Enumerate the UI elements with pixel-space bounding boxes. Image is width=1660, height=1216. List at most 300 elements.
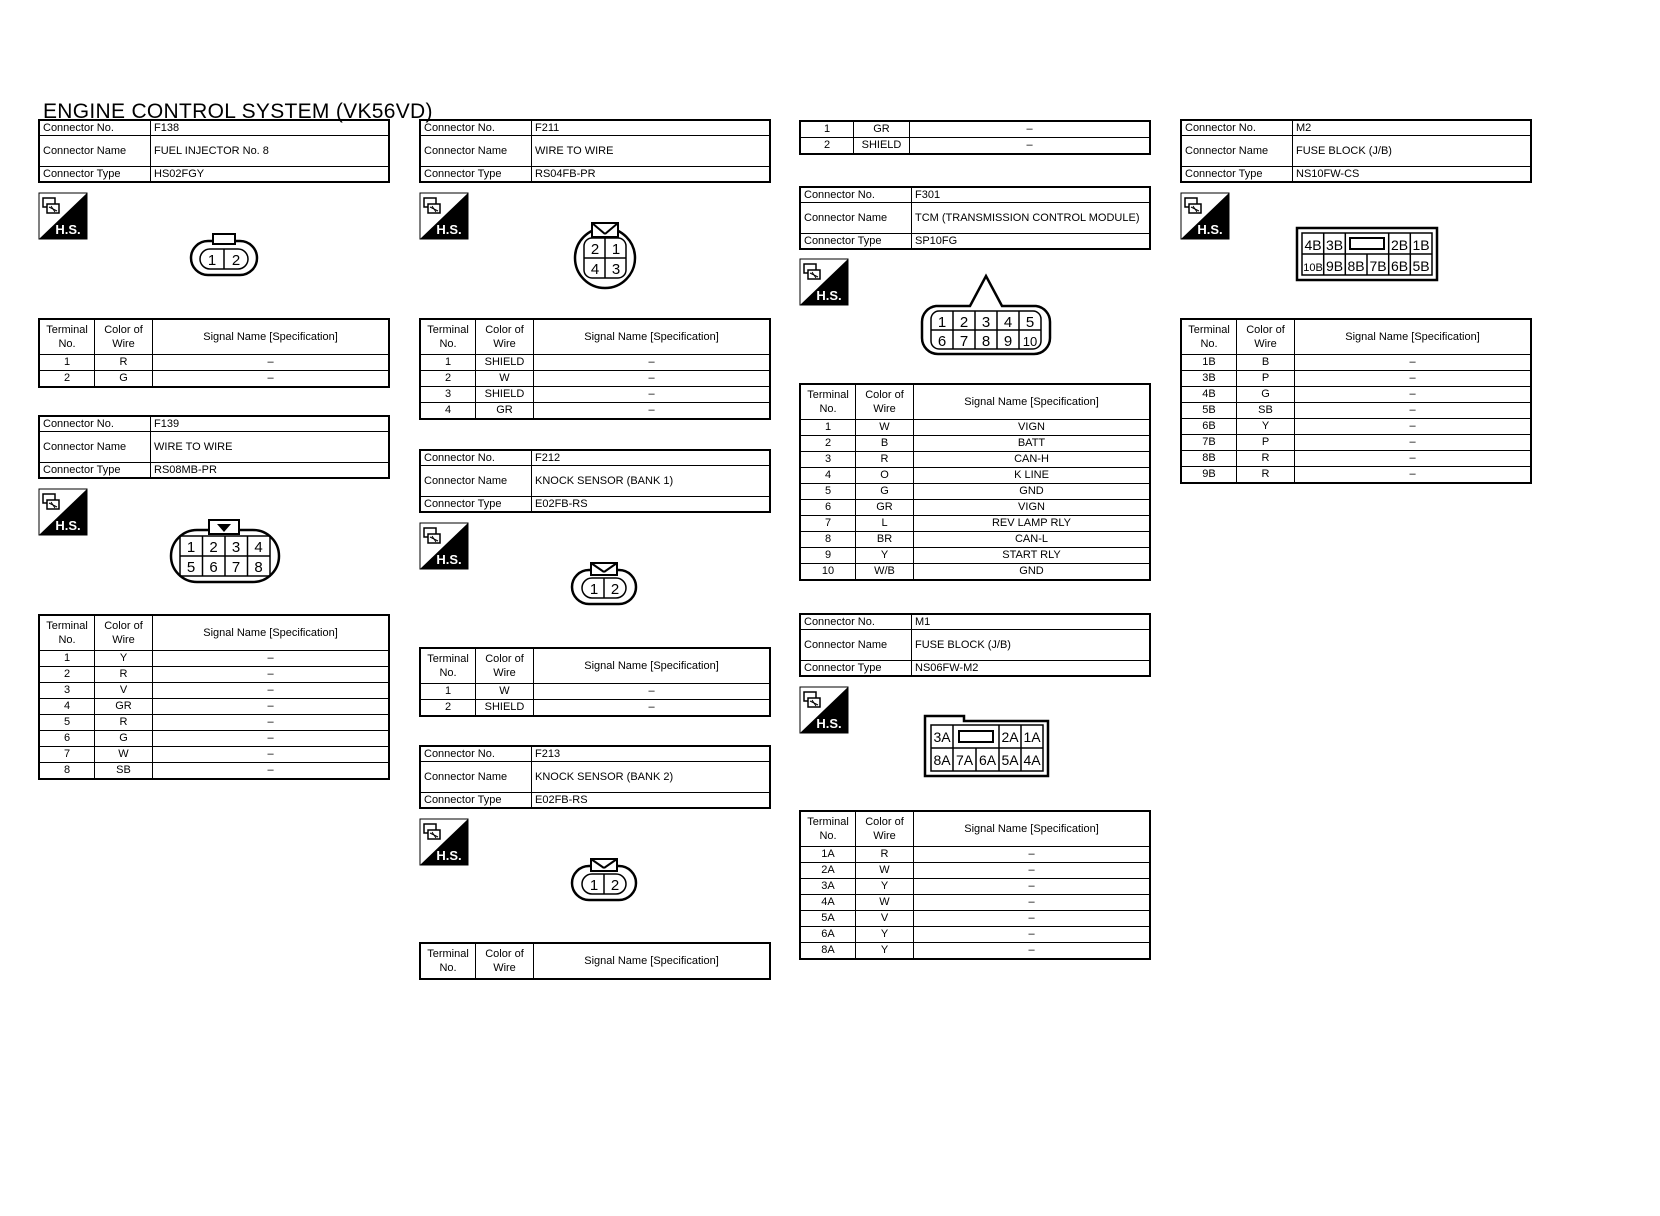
- connector-type-label: Connector Type: [1181, 167, 1293, 183]
- pin-label: 8B: [1347, 258, 1365, 274]
- color-of-wire-header: Color of Wire: [95, 615, 153, 651]
- terminal-no-cell: 5: [39, 715, 95, 731]
- color-of-wire-header: Color of Wire: [856, 811, 914, 847]
- svg-text:H.S.: H.S.: [55, 222, 81, 237]
- signal-name-cell: –: [534, 387, 771, 403]
- pin-label: 2: [959, 314, 969, 331]
- pin-label: 4: [254, 539, 263, 556]
- color-of-wire-header: Color of Wire: [1237, 319, 1295, 355]
- table-row: [420, 403, 770, 420]
- wire-color-cell: R: [1237, 467, 1295, 484]
- connector-no-value: F138: [151, 120, 390, 136]
- harness-side-icon: [419, 818, 469, 866]
- table-row: [800, 516, 1150, 532]
- terminal-no-cell: 10: [800, 564, 856, 581]
- pin-label: 2: [590, 241, 600, 258]
- signal-name-cell: –: [1295, 403, 1532, 419]
- signal-name-cell: –: [534, 684, 771, 700]
- terminal-no-cell: 2: [800, 138, 854, 155]
- terminal-no-cell: 1: [800, 121, 854, 138]
- pin-label: 6: [209, 559, 218, 576]
- harness-side-icon: [38, 192, 88, 240]
- terminal-no-cell: 1: [420, 355, 476, 371]
- wire-color-cell: R: [95, 667, 153, 683]
- signal-name-cell: REV LAMP RLY: [914, 516, 1151, 532]
- terminal-no-cell: 5A: [800, 911, 856, 927]
- signal-name-cell: –: [153, 651, 390, 667]
- connector-no-label: Connector No.: [800, 614, 912, 630]
- connector-no-value: F213: [532, 746, 771, 762]
- signal-name-cell: –: [914, 863, 1151, 879]
- terminal-no-cell: 6: [800, 500, 856, 516]
- table-row: [1181, 403, 1531, 419]
- terminal-no-header: Terminal No.: [39, 319, 95, 355]
- signal-name-cell: –: [914, 847, 1151, 863]
- wire-color-cell: SHIELD: [476, 700, 534, 717]
- wire-color-cell: W: [856, 863, 914, 879]
- wire-color-cell: V: [856, 911, 914, 927]
- signal-name-header: Signal Name [Specification]: [534, 319, 771, 355]
- connector-type-label: Connector Type: [39, 463, 151, 479]
- wire-color-cell: GR: [854, 121, 910, 138]
- signal-name-cell: BATT: [914, 436, 1151, 452]
- connector-face-f213: [569, 856, 639, 904]
- table-row: [420, 355, 770, 371]
- connector-face-m2: [1295, 226, 1439, 282]
- terminal-table-m1: [799, 810, 1151, 960]
- wire-color-cell: V: [95, 683, 153, 699]
- table-row: [800, 564, 1150, 581]
- terminal-no-cell: 6: [39, 731, 95, 747]
- table-row: [800, 863, 1150, 879]
- wire-color-cell: R: [1237, 451, 1295, 467]
- connector-no-label: Connector No.: [420, 120, 532, 136]
- terminal-no-cell: 2: [420, 371, 476, 387]
- wire-color-cell: GR: [856, 500, 914, 516]
- signal-name-header: Signal Name [Specification]: [153, 319, 390, 355]
- signal-name-cell: –: [534, 371, 771, 387]
- terminal-no-cell: 4: [420, 403, 476, 420]
- terminal-no-header: Terminal No.: [800, 384, 856, 420]
- terminal-no-cell: 8: [39, 763, 95, 780]
- wire-color-cell: G: [95, 371, 153, 388]
- svg-text:H.S.: H.S.: [1197, 222, 1223, 237]
- connector-name-value: WIRE TO WIRE: [532, 136, 771, 167]
- pin-label: 1A: [1023, 729, 1041, 745]
- terminal-no-header: Terminal No.: [1181, 319, 1237, 355]
- table-row: [39, 699, 389, 715]
- connector-name-label: Connector Name: [39, 136, 151, 167]
- terminal-no-header: Terminal No.: [800, 811, 856, 847]
- terminal-no-cell: 7: [800, 516, 856, 532]
- wire-color-cell: Y: [95, 651, 153, 667]
- table-row: [800, 484, 1150, 500]
- connector-no-value: M2: [1293, 120, 1532, 136]
- terminal-no-cell: 8A: [800, 943, 856, 960]
- connector-info-m1: [799, 613, 1151, 677]
- connector-info-m2: [1180, 119, 1532, 183]
- table-row: [800, 927, 1150, 943]
- terminal-no-cell: 4: [39, 699, 95, 715]
- pin-label: 10: [1022, 334, 1038, 349]
- signal-name-cell: –: [153, 355, 390, 371]
- table-row: [800, 452, 1150, 468]
- terminal-no-cell: 3A: [800, 879, 856, 895]
- pin-label: 2: [209, 539, 218, 556]
- table-row: [420, 387, 770, 403]
- connector-name-label: Connector Name: [420, 136, 532, 167]
- signal-name-cell: –: [914, 895, 1151, 911]
- wire-color-cell: B: [856, 436, 914, 452]
- table-row: [1181, 371, 1531, 387]
- signal-name-cell: –: [914, 911, 1151, 927]
- signal-name-cell: –: [153, 371, 390, 388]
- connector-no-value: F212: [532, 450, 771, 466]
- terminal-no-cell: 1: [39, 355, 95, 371]
- color-of-wire-header: Color of Wire: [95, 319, 153, 355]
- table-row: [800, 420, 1150, 436]
- wire-color-cell: R: [95, 355, 153, 371]
- pin-label: 5B: [1412, 258, 1430, 274]
- harness-side-icon: [419, 522, 469, 570]
- pin-label: 2: [610, 877, 620, 894]
- terminal-table-f138: [38, 318, 390, 388]
- connector-type-value: NS06FW-M2: [912, 661, 1151, 677]
- terminal-no-cell: 4: [800, 468, 856, 484]
- connector-info-f212: [419, 449, 771, 513]
- table-row: [39, 651, 389, 667]
- signal-name-cell: –: [153, 747, 390, 763]
- terminal-no-cell: 4B: [1181, 387, 1237, 403]
- signal-name-cell: –: [1295, 435, 1532, 451]
- pin-label: 3: [231, 539, 241, 556]
- connector-face-f212: [569, 560, 639, 608]
- table-row: [1181, 435, 1531, 451]
- pin-label: 3A: [933, 729, 951, 745]
- terminal-no-cell: 2: [39, 371, 95, 388]
- pin-label: 5: [186, 559, 196, 576]
- signal-name-header: Signal Name [Specification]: [914, 384, 1151, 420]
- table-row: [800, 847, 1150, 863]
- signal-name-cell: –: [1295, 387, 1532, 403]
- signal-name-cell: K LINE: [914, 468, 1151, 484]
- terminal-no-cell: 8: [800, 532, 856, 548]
- terminal-no-cell: 9: [800, 548, 856, 564]
- connector-no-value: F211: [532, 120, 771, 136]
- pin-label: 1: [207, 252, 217, 269]
- pin-label: 3: [981, 314, 991, 331]
- table-row: [420, 700, 770, 717]
- connector-no-label: Connector No.: [420, 746, 532, 762]
- table-row: [800, 895, 1150, 911]
- signal-name-cell: –: [153, 667, 390, 683]
- wire-color-cell: GR: [476, 403, 534, 420]
- terminal-no-header: Terminal No.: [420, 319, 476, 355]
- wire-color-cell: SB: [1237, 403, 1295, 419]
- table-row: [39, 715, 389, 731]
- signal-name-cell: –: [1295, 371, 1532, 387]
- connector-face-f139: [168, 516, 282, 588]
- wire-color-cell: R: [856, 452, 914, 468]
- signal-name-cell: –: [153, 731, 390, 747]
- wire-color-cell: BR: [856, 532, 914, 548]
- table-row: [39, 683, 389, 699]
- connector-name-label: Connector Name: [420, 762, 532, 793]
- connector-name-value: FUSE BLOCK (J/B): [912, 630, 1151, 661]
- table-row: [420, 684, 770, 700]
- pin-label: 4: [590, 261, 600, 278]
- color-of-wire-header: Color of Wire: [476, 319, 534, 355]
- color-of-wire-header: Color of Wire: [476, 943, 534, 979]
- pin-label: 7: [231, 559, 241, 576]
- pin-label: 1: [589, 877, 599, 894]
- pin-label: 5A: [1001, 752, 1019, 768]
- pin-label: 9: [1003, 333, 1013, 350]
- table-row: [39, 731, 389, 747]
- table-row: [800, 468, 1150, 484]
- svg-text:H.S.: H.S.: [436, 552, 462, 567]
- wire-color-cell: SHIELD: [476, 387, 534, 403]
- signal-name-cell: –: [153, 763, 390, 780]
- pin-label: 2: [231, 252, 241, 269]
- color-of-wire-header: Color of Wire: [476, 648, 534, 684]
- wire-color-cell: Y: [856, 548, 914, 564]
- terminal-no-cell: 1A: [800, 847, 856, 863]
- connector-no-label: Connector No.: [39, 120, 151, 136]
- table-row: [800, 548, 1150, 564]
- signal-name-cell: CAN-H: [914, 452, 1151, 468]
- pin-label: 1: [937, 314, 947, 331]
- table-row: [800, 943, 1150, 960]
- terminal-no-header: Terminal No.: [420, 943, 476, 979]
- connector-type-label: Connector Type: [420, 167, 532, 183]
- terminal-table-f211: [419, 318, 771, 420]
- signal-name-cell: –: [153, 699, 390, 715]
- connector-info-f138: [38, 119, 390, 183]
- connector-type-value: E02FB-RS: [532, 497, 771, 513]
- connector-name-value: FUSE BLOCK (J/B): [1293, 136, 1532, 167]
- table-row: [800, 532, 1150, 548]
- connector-type-value: RS08MB-PR: [151, 463, 390, 479]
- connector-name-label: Connector Name: [800, 203, 912, 234]
- signal-name-cell: –: [534, 355, 771, 371]
- harness-side-icon: [1180, 192, 1230, 240]
- table-row: [1181, 355, 1531, 371]
- table-row: [800, 121, 1150, 138]
- pin-label: 4A: [1023, 752, 1041, 768]
- terminal-table-f139: [38, 614, 390, 780]
- svg-text:H.S.: H.S.: [436, 848, 462, 863]
- terminal-table-f213-continued: [799, 120, 1151, 155]
- connector-name-label: Connector Name: [800, 630, 912, 661]
- connector-type-value: NS10FW-CS: [1293, 167, 1532, 183]
- table-row: [800, 879, 1150, 895]
- table-row: [39, 763, 389, 780]
- harness-side-icon: [38, 488, 88, 536]
- wire-color-cell: Y: [1237, 419, 1295, 435]
- pin-label: 1B: [1412, 237, 1430, 253]
- terminal-no-cell: 2: [800, 436, 856, 452]
- terminal-no-header: Terminal No.: [420, 648, 476, 684]
- signal-name-cell: –: [1295, 467, 1532, 484]
- wire-color-cell: L: [856, 516, 914, 532]
- connector-type-label: Connector Type: [420, 793, 532, 809]
- wire-color-cell: G: [856, 484, 914, 500]
- signal-name-cell: –: [153, 715, 390, 731]
- signal-name-header: Signal Name [Specification]: [153, 615, 390, 651]
- signal-name-cell: START RLY: [914, 548, 1151, 564]
- wire-color-cell: W: [476, 371, 534, 387]
- signal-name-cell: GND: [914, 484, 1151, 500]
- signal-name-cell: VIGN: [914, 500, 1151, 516]
- wire-color-cell: W: [476, 684, 534, 700]
- terminal-table-m2: [1180, 318, 1532, 484]
- terminal-no-cell: 1: [420, 684, 476, 700]
- signal-name-header: Signal Name [Specification]: [914, 811, 1151, 847]
- wire-color-cell: W/B: [856, 564, 914, 581]
- pin-label: 4: [1003, 314, 1013, 331]
- terminal-no-cell: 1B: [1181, 355, 1237, 371]
- wire-color-cell: Y: [856, 943, 914, 960]
- wire-color-cell: W: [95, 747, 153, 763]
- signal-name-cell: –: [1295, 355, 1532, 371]
- connector-info-f211: [419, 119, 771, 183]
- table-row: [800, 436, 1150, 452]
- terminal-no-cell: 6A: [800, 927, 856, 943]
- connector-no-value: F301: [912, 187, 1151, 203]
- signal-name-header: Signal Name [Specification]: [534, 648, 771, 684]
- connector-type-value: E02FB-RS: [532, 793, 771, 809]
- connector-no-value: F139: [151, 416, 390, 432]
- connector-no-value: M1: [912, 614, 1151, 630]
- terminal-table-f213: [419, 942, 771, 980]
- signal-name-cell: –: [910, 121, 1151, 138]
- connector-no-label: Connector No.: [800, 187, 912, 203]
- connector-type-value: RS04FB-PR: [532, 167, 771, 183]
- signal-name-cell: –: [153, 683, 390, 699]
- pin-label: 7B: [1369, 258, 1387, 274]
- wire-color-cell: Y: [856, 927, 914, 943]
- terminal-no-cell: 4A: [800, 895, 856, 911]
- pin-label: 7: [959, 333, 969, 350]
- wire-color-cell: W: [856, 420, 914, 436]
- signal-name-cell: –: [914, 879, 1151, 895]
- page-title: ENGINE CONTROL SYSTEM (VK56VD): [43, 100, 433, 123]
- color-of-wire-header: Color of Wire: [856, 384, 914, 420]
- signal-name-cell: –: [1295, 451, 1532, 467]
- pin-label: 6: [937, 333, 947, 350]
- pin-label: 8: [254, 559, 263, 576]
- connector-info-f301: [799, 186, 1151, 250]
- signal-name-cell: –: [534, 700, 771, 717]
- pin-label: 7A: [955, 752, 974, 768]
- signal-name-cell: GND: [914, 564, 1151, 581]
- pin-label: 2: [610, 581, 620, 598]
- wire-color-cell: P: [1237, 371, 1295, 387]
- terminal-no-cell: 2: [420, 700, 476, 717]
- connector-type-label: Connector Type: [39, 167, 151, 183]
- wire-color-cell: Y: [856, 879, 914, 895]
- table-row: [420, 371, 770, 387]
- pin-label: 10B: [1303, 262, 1323, 274]
- harness-side-icon: [799, 686, 849, 734]
- harness-side-icon: [419, 192, 469, 240]
- signal-name-header: Signal Name [Specification]: [534, 943, 771, 979]
- pin-label: 2A: [1001, 729, 1019, 745]
- terminal-no-cell: 2A: [800, 863, 856, 879]
- svg-text:H.S.: H.S.: [55, 518, 81, 533]
- pin-label: 2B: [1390, 237, 1409, 253]
- signal-name-cell: VIGN: [914, 420, 1151, 436]
- wire-color-cell: B: [1237, 355, 1295, 371]
- connector-type-label: Connector Type: [800, 661, 912, 677]
- terminal-no-cell: 5B: [1181, 403, 1237, 419]
- table-row: [39, 371, 389, 388]
- terminal-no-cell: 3: [420, 387, 476, 403]
- table-row: [1181, 419, 1531, 435]
- connector-name-label: Connector Name: [420, 466, 532, 497]
- wire-color-cell: SB: [95, 763, 153, 780]
- pin-label: 1: [611, 241, 621, 258]
- connector-name-value: WIRE TO WIRE: [151, 432, 390, 463]
- signal-name-cell: –: [914, 943, 1151, 960]
- terminal-table-f212: [419, 647, 771, 717]
- connector-name-label: Connector Name: [39, 432, 151, 463]
- wire-color-cell: W: [856, 895, 914, 911]
- table-row: [39, 355, 389, 371]
- connector-type-value: SP10FG: [912, 234, 1151, 250]
- connector-type-label: Connector Type: [800, 234, 912, 250]
- table-row: [1181, 451, 1531, 467]
- wire-color-cell: R: [856, 847, 914, 863]
- wire-color-cell: GR: [95, 699, 153, 715]
- pin-label: 5: [1025, 314, 1035, 331]
- wire-color-cell: R: [95, 715, 153, 731]
- table-row: [800, 911, 1150, 927]
- signal-name-header: Signal Name [Specification]: [1295, 319, 1532, 355]
- table-row: [800, 500, 1150, 516]
- connector-face-f301: [916, 272, 1056, 358]
- svg-text:H.S.: H.S.: [816, 288, 842, 303]
- connector-name-value: FUEL INJECTOR No. 8: [151, 136, 390, 167]
- terminal-no-cell: 3B: [1181, 371, 1237, 387]
- terminal-no-cell: 1: [800, 420, 856, 436]
- wire-color-cell: P: [1237, 435, 1295, 451]
- pin-label: 3B: [1325, 237, 1344, 253]
- terminal-no-cell: 7: [39, 747, 95, 763]
- signal-name-cell: –: [1295, 419, 1532, 435]
- connector-no-label: Connector No.: [420, 450, 532, 466]
- connector-type-value: HS02FGY: [151, 167, 390, 183]
- table-row: [1181, 467, 1531, 484]
- pin-label: 8: [981, 333, 991, 350]
- wire-color-cell: SHIELD: [854, 138, 910, 155]
- pin-label: 1: [589, 581, 599, 598]
- pin-label: 9B: [1325, 258, 1344, 274]
- pin-label: 3: [611, 261, 621, 278]
- wire-color-cell: G: [1237, 387, 1295, 403]
- table-row: [39, 747, 389, 763]
- pin-label: 6A: [978, 752, 997, 768]
- wire-color-cell: SHIELD: [476, 355, 534, 371]
- wire-color-cell: G: [95, 731, 153, 747]
- terminal-table-f301: [799, 383, 1151, 581]
- terminal-no-cell: 6B: [1181, 419, 1237, 435]
- connector-name-value: TCM (TRANSMISSION CONTROL MODULE): [912, 203, 1151, 234]
- signal-name-cell: –: [910, 138, 1151, 155]
- connector-face-f138: [188, 231, 262, 281]
- svg-text:H.S.: H.S.: [816, 716, 842, 731]
